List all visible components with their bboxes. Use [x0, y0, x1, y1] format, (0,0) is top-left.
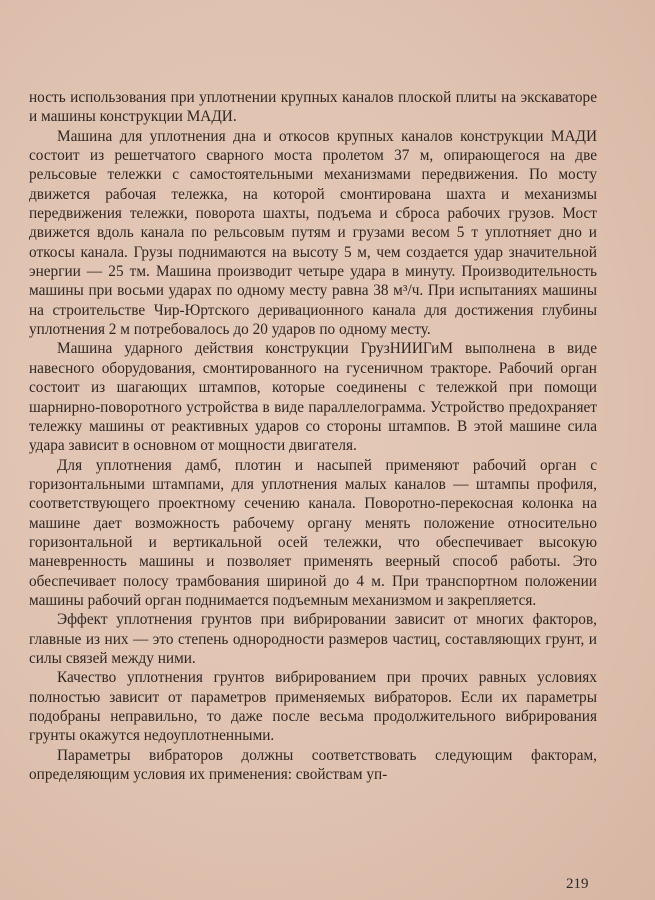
- page-number: 219: [566, 876, 589, 892]
- paragraph-5: Эффект уплотнения грунтов при вибрировании зависит от многих факторов, главные из них — это степень однородности размеров частиц, составляющих грунт, и силы связей между ними.: [29, 611, 597, 667]
- paragraph-6: Качество уплотнения грунтов вибрированием при прочих равных условиях полностью зависит от параметров применяемых вибраторов. Если их параметры подобраны неправильно, то даже после весьма продолжительного вибрирования грунты окажутся недоуплотненными.: [29, 669, 597, 745]
- paragraph-3: Машина ударного действия конструкции ГрузНИИГиМ выполнена в виде навесного оборудования, смонтированного на гусеничном тракторе. Рабочий орган состоит из шагающих штампов, которые соединены с тележкой при помощи шарнирно-поворотного устройства в виде параллелограмма. Устройство предохраняет тележку машины от реактивных ударов со стороны штампов. В этой машине сила удара зависит в основном от мощности двигателя.: [29, 340, 597, 455]
- paragraph-4: Для уплотнения дамб, плотин и насыпей применяют рабочий орган с горизонтальными штампами, для уплотнения малых каналов — штампы профиля, соответствующего проектному сечению канала. Поворотно-перекосная колонка на машине дает возможность рабочему органу менять положение относительно горизонтальной и вертикальной осей тележки, что обеспечивает высокую маневренность машины и позволяет применять веерный способ работы. Это обеспечивает полосу трамбования шириной до 4 м. При транспортном положении машины рабочий орган поднимается подъемным механизмом и закрепляется.: [29, 456, 597, 609]
- page-body: [29, 88, 597, 784]
- paragraph-7: Параметры вибраторов должны соответствовать следующим факторам, определяющим условия их применения: свойствам уп-: [29, 746, 597, 784]
- paragraph-2: Машина для уплотнения дна и откосов крупных каналов конструкции МАДИ состоит из решетчатого сварного моста пролетом 37 м, опирающегося на две рельсовые тележки с самостоятельными механизмами передвижения. По мосту движется рабочая тележка, на которой смонтирована шахта и механизмы передвижения тележки, поворота шахты, подъема и сброса рабочих грузов. Мост движется вдоль канала по рельсовым путям и грузами весом 5 т уплотняет дно и откосы канала. Грузы поднимаются на высоту 5 м, чем создается удар значительной энергии — 25 тм. Машина производит четыре удара в минуту. Производительность машины при восьми ударах по одному месту равна 38 м³/ч. При испытаниях машины на строительстве Чир-Юртского деривационного канала для достижения глубины уплотнения 2 м потребовалось до 20 ударов по одному месту.: [29, 127, 597, 339]
- paragraph-1: ность использования при уплотнении крупных каналов плоской плиты на экскаваторе и машины конструкции МАДИ.: [29, 89, 597, 126]
